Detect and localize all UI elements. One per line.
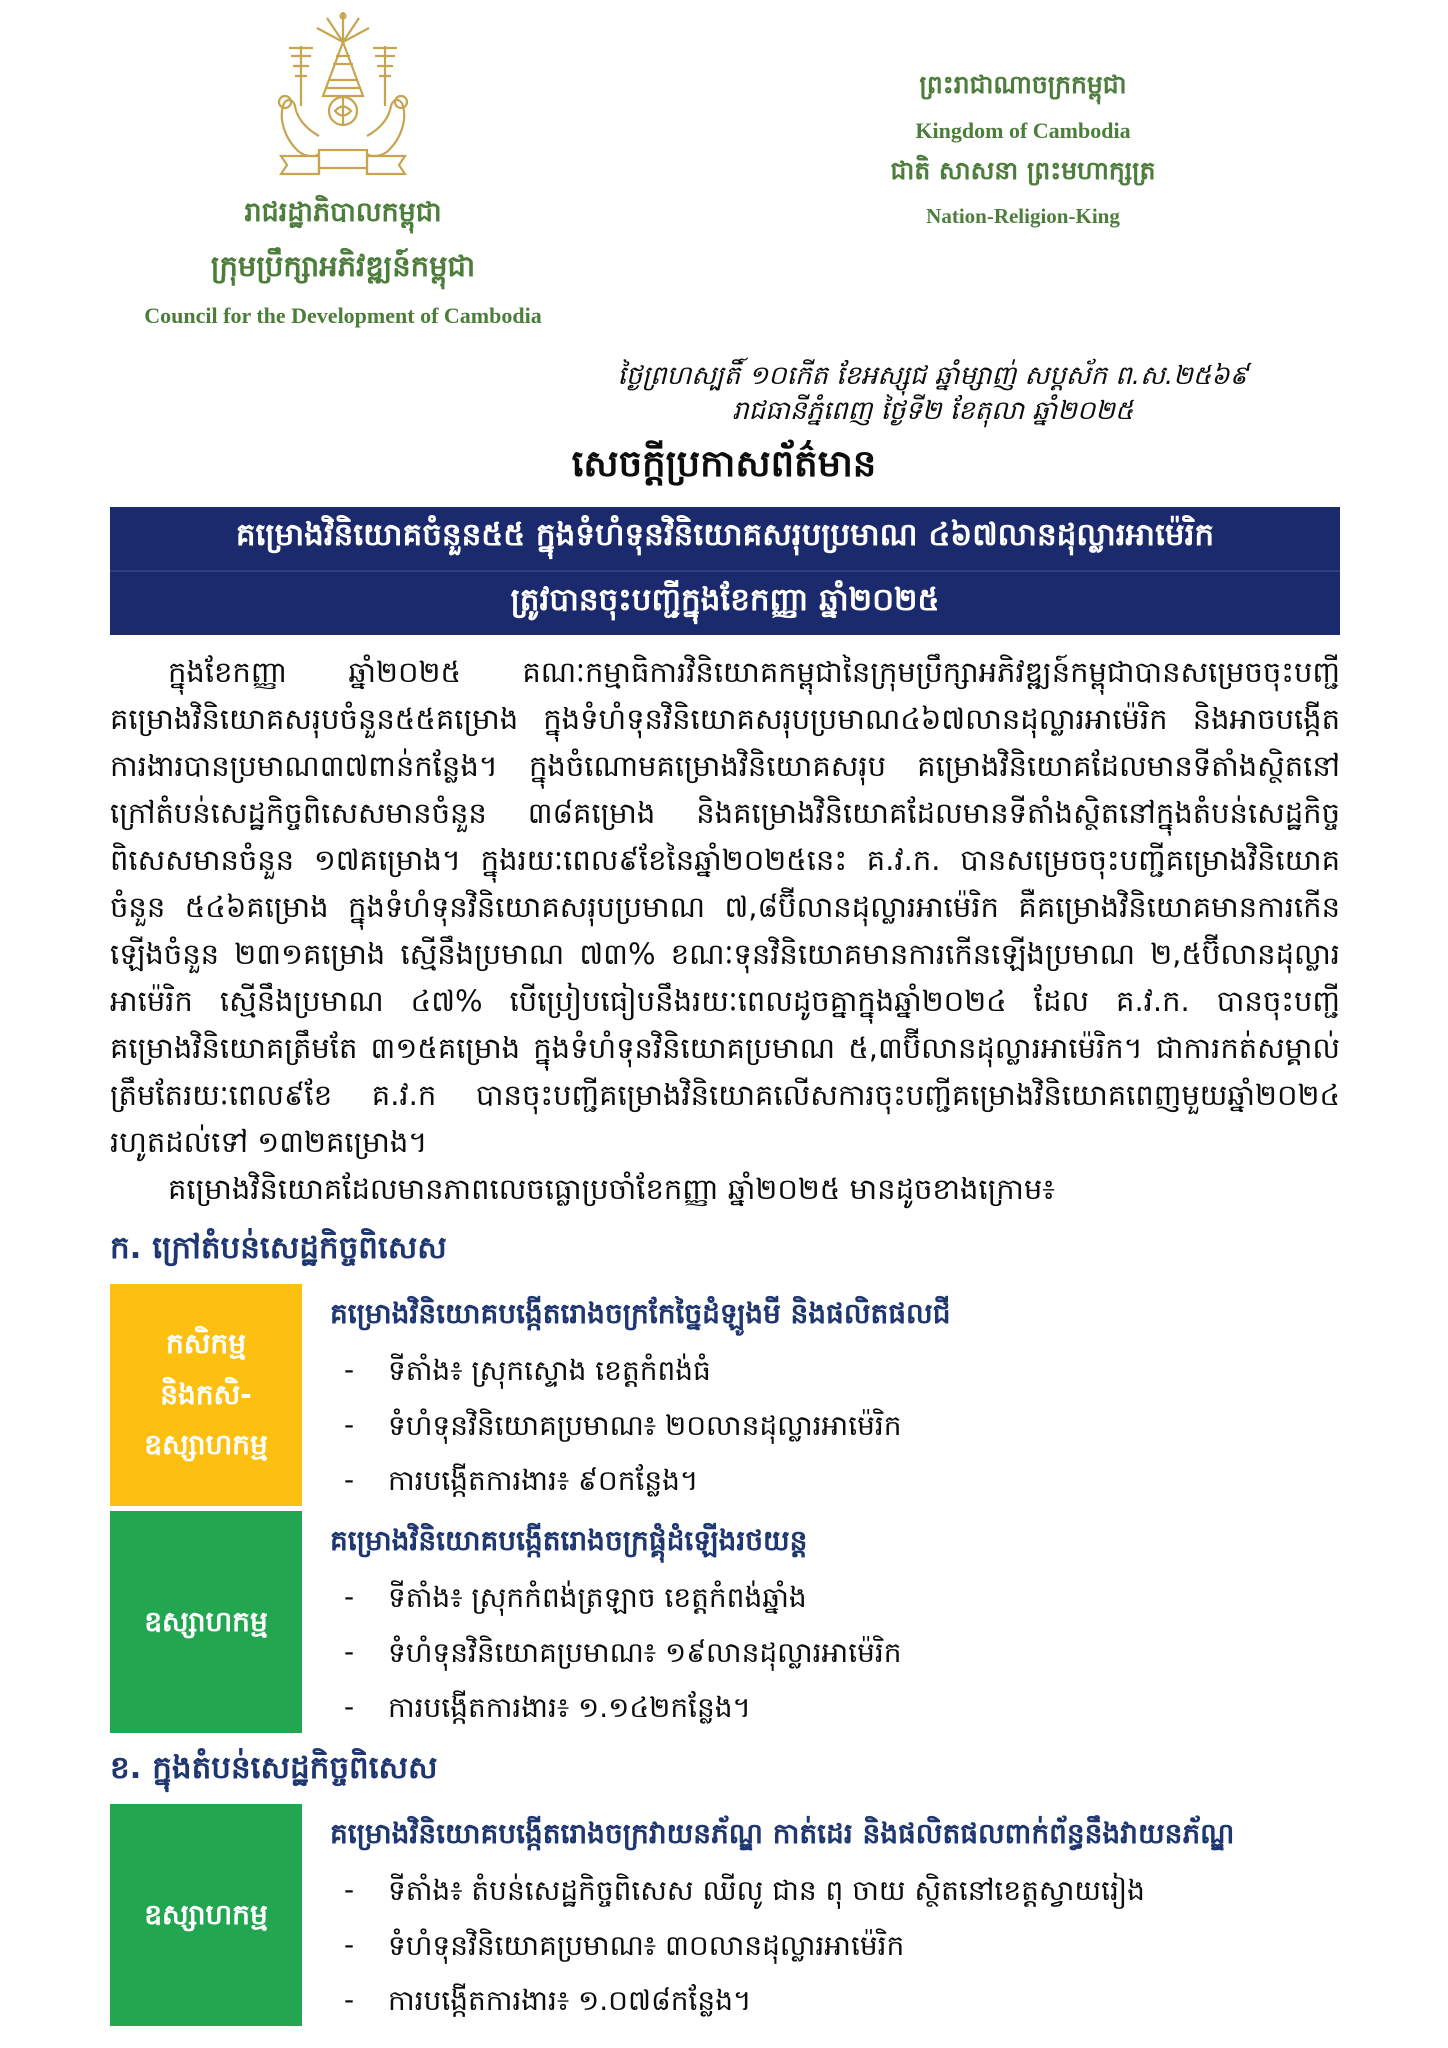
cdc-title-english: Council for the Development of Cambodia (144, 303, 542, 328)
section-b-heading: ខ. ក្នុងតំបន់សេដ្ឋកិច្ចពិសេស (110, 1749, 438, 1786)
body-paragraph: ក្នុងខែកញ្ញា ឆ្នាំ២០២៥ គណៈកម្មាធិការវិនិយោគកម្ពុជានៃក្រុមប្រឹក្សាអភិវឌ្ឍន៍កម្ពុជាបានសម្រេចចុះបញ្ជីគម្រោងវិនិយោគសរុបចំនួន៥៥គម្រោង ក្នុងទំហំទុនវិនិយោគសរុបប្រមាណ៤៦៧លានដុល្លារអាម៉េរិក និងអាចបង្កើតការងារបានប្រមាណ៣៧ពាន់កន្លែង។ ក្នុងចំណោមគម្រោងវិនិយោគសរុប គម្រោងវិនិយោគដែលមានទីតាំងស្ថិតនៅក្រៅតំបន់សេដ្ឋកិច្ចពិសេសមានចំនួន ៣៨គម្រោង និងគម្រោងវិនិយោគដែលមានទីតាំងស្ថិតនៅក្នុងតំបន់សេដ្ឋកិច្ចពិសេសមានចំនួន ១៧គម្រោង។ ក្នុងរយៈពេល៩ខែនៃឆ្នាំ២០២៥នេះ គ.វ.ក. បានសម្រេចចុះបញ្ជីគម្រោងវិនិយោគចំនួន ៥៤៦គម្រោង ក្នុងទំហំទុនវិនិយោគសរុបប្រមាណ ៧,៨ប៊ីលានដុល្លារអាម៉េរិក គឺគម្រោងវិនិយោគមានការកើនឡើងចំនួន ២៣១គម្រោង ស្មើនឹងប្រមាណ ៧៣% ខណៈទុនវិនិយោគមានការកើនឡើងប្រមាណ ២,៥ប៊ីលានដុល្លារអាម៉េរិក ស្មើនឹងប្រមាណ ៤៧% បើប្រៀបធៀបនឹងរយៈពេលដូចគ្នាក្នុងឆ្នាំ២០២៤ ដែល គ.វ.ក. បានចុះបញ្ជីគម្រោងវិនិយោគត្រឹមតែ ៣១៥គម្រោង ក្នុងទំហំទុនវិនិយោគប្រមាណ ៥,៣ប៊ីលានដុល្លារអាម៉េរិក។ ជាការកត់សម្គាល់ ត្រឹមតែរយៈពេល៩ខែ គ.វ.ក បានចុះបញ្ជីគម្រោងវិនិយោគលើសការចុះបញ្ជីគម្រោងវិនិយោគពេញមួយឆ្នាំ២០២៤ រហូតដល់ទៅ ១៣២គម្រោង។ (110, 655, 1340, 1159)
project-title: គម្រោងវិនិយោគបង្កើតរោងចក្រផ្គុំដំឡើងរថយន្ត (330, 1523, 808, 1557)
bullet-item (330, 1983, 1340, 2024)
section-a (110, 1229, 1340, 1733)
motto-khmer: ជាតិ សាសនា ព្រះមហាក្សត្រ (890, 156, 1156, 185)
bullet-text: ការបង្កើតការងារ៖ ៩០កន្លែង។ (388, 1463, 699, 1497)
project-block-agro (110, 1284, 1340, 1506)
kingdom-title-khmer: ព្រះរាជាណាចក្រកម្ពុជា (919, 70, 1127, 99)
bullet-text: ទីតាំង៖ តំបន់សេដ្ឋកិច្ចពិសេស ឈីលូ ជាន ពុ ចាយ ស្ថិតនៅខេត្តស្វាយរៀង (388, 1873, 1145, 1907)
cdc-title-khmer: ក្រុមប្រឹក្សាអភិវឌ្ឍន៍កម្ពុជា (210, 249, 476, 283)
header-right-column (578, 8, 1348, 329)
bullet-text: ទីតាំង៖ ស្រុកស្ទោង ខេត្តកំពង់ធំ (388, 1353, 711, 1387)
bullet-item (330, 1690, 1340, 1731)
bullet-marker: - (344, 1927, 355, 1961)
bullet-marker: - (344, 1634, 355, 1668)
royal-arms-icon (223, 8, 463, 186)
bullet-item (330, 1580, 1340, 1621)
bullet-text: ការបង្កើតការងារ៖ ១.១៤២កន្លែង។ (388, 1690, 752, 1724)
bullet-text: ទំហំទុនវិនិយោគប្រមាណ៖ ២០លានដុល្លារអាម៉េរិក (388, 1408, 902, 1442)
section-a-heading: ក. ក្រៅតំបន់សេដ្ឋកិច្ចពិសេស (110, 1229, 447, 1266)
press-release-title: សេចក្តីប្រកាសព័ត៌មាន (571, 442, 877, 486)
royal-arms-emblem (223, 8, 463, 190)
sector-cell-agro-industry: កសិកម្ម និងកសិ-ឧស្សាហកម្ម (110, 1284, 302, 1506)
gov-title-khmer: រាជរដ្ឋាភិបាលកម្ពុជា (244, 197, 442, 228)
bullet-text: ទីតាំង៖ ស្រុកកំពង់ត្រឡាច ខេត្តកំពង់ឆ្នាំង (388, 1580, 807, 1614)
project-block-industry-2 (110, 1804, 1340, 2026)
header-left-column (108, 8, 578, 329)
bullet-marker: - (344, 1462, 355, 1496)
bullet-marker: - (344, 1352, 355, 1386)
bullet-item (330, 1635, 1340, 1676)
intro-line: គម្រោងវិនិយោគដែលមានភាពលេចធ្លោប្រចាំខែកញ្ញា ឆ្នាំ២០២៥ មានដូចខាងក្រោម៖ (168, 1171, 1056, 1206)
bullet-marker: - (344, 1982, 355, 2016)
headline-line1: គម្រោងវិនិយោគចំនួន៥៥ ក្នុងទំហំទុនវិនិយោគសរុបប្រមាណ ៤៦៧លានដុល្លារអាម៉េរិក (235, 517, 1215, 554)
bullet-text: ទំហំទុនវិនិយោគប្រមាណ៖ ១៩លានដុល្លារអាម៉េរិក (388, 1635, 902, 1669)
section-b (110, 1749, 1340, 2026)
kingdom-title-english: Kingdom of Cambodia (915, 118, 1131, 143)
motto-english: Nation-Religion-King (926, 204, 1120, 228)
dateline-gregorian: រាជធានីភ្នំពេញ ថ្ងៃទី២ ខែតុលា ឆ្នាំ២០២៥ (732, 396, 1134, 427)
project-block-content (302, 1511, 1340, 1733)
project-block-content (302, 1804, 1340, 2026)
bullet-marker: - (344, 1689, 355, 1723)
body-text (110, 649, 1340, 1166)
bullet-text: ការបង្កើតការងារ៖ ១.០៧៨កន្លែង។ (388, 1983, 752, 2017)
dateline-lunar: ថ្ងៃព្រហស្បតិ៍ ១០កើត ខែអស្សុជ ឆ្នាំម្សាញ់ សប្តស័ក ព.ស.២៥៦៩ (617, 361, 1248, 391)
project-title: គម្រោងវិនិយោគបង្កើតរោងចក្រវាយនភ័ណ្ឌ កាត់ដេរ និងផលិតផលពាក់ព័ន្ធនឹងវាយនភ័ណ្ឌ (330, 1816, 1235, 1850)
bullet-marker: - (344, 1872, 355, 1906)
bullet-item (330, 1873, 1340, 1914)
bullet-item (330, 1463, 1340, 1504)
sector-cell-industry: ឧស្សាហកម្ម (110, 1511, 302, 1733)
headline-banner (110, 507, 1340, 635)
document-header (0, 8, 1448, 329)
bullet-marker: - (344, 1407, 355, 1441)
dateline (617, 359, 1248, 429)
bullet-item (330, 1928, 1340, 1969)
bullet-item (330, 1408, 1340, 1449)
project-title: គម្រោងវិនិយោគបង្កើតរោងចក្រកែច្នៃដំឡូងមី និងផលិតផលជី (330, 1296, 951, 1330)
bullet-item (330, 1353, 1340, 1394)
headline-line2: ត្រូវបានចុះបញ្ជីក្នុងខែកញ្ញា ឆ្នាំ២០២៥ (110, 570, 1340, 635)
project-block-industry-1 (110, 1511, 1340, 1733)
sector-cell-industry: ឧស្សាហកម្ម (110, 1804, 302, 2026)
bullet-text: ទំហំទុនវិនិយោគប្រមាណ៖ ៣០លានដុល្លារអាម៉េរិក (388, 1928, 905, 1962)
project-block-content (302, 1284, 1340, 1506)
bullet-marker: - (344, 1579, 355, 1613)
